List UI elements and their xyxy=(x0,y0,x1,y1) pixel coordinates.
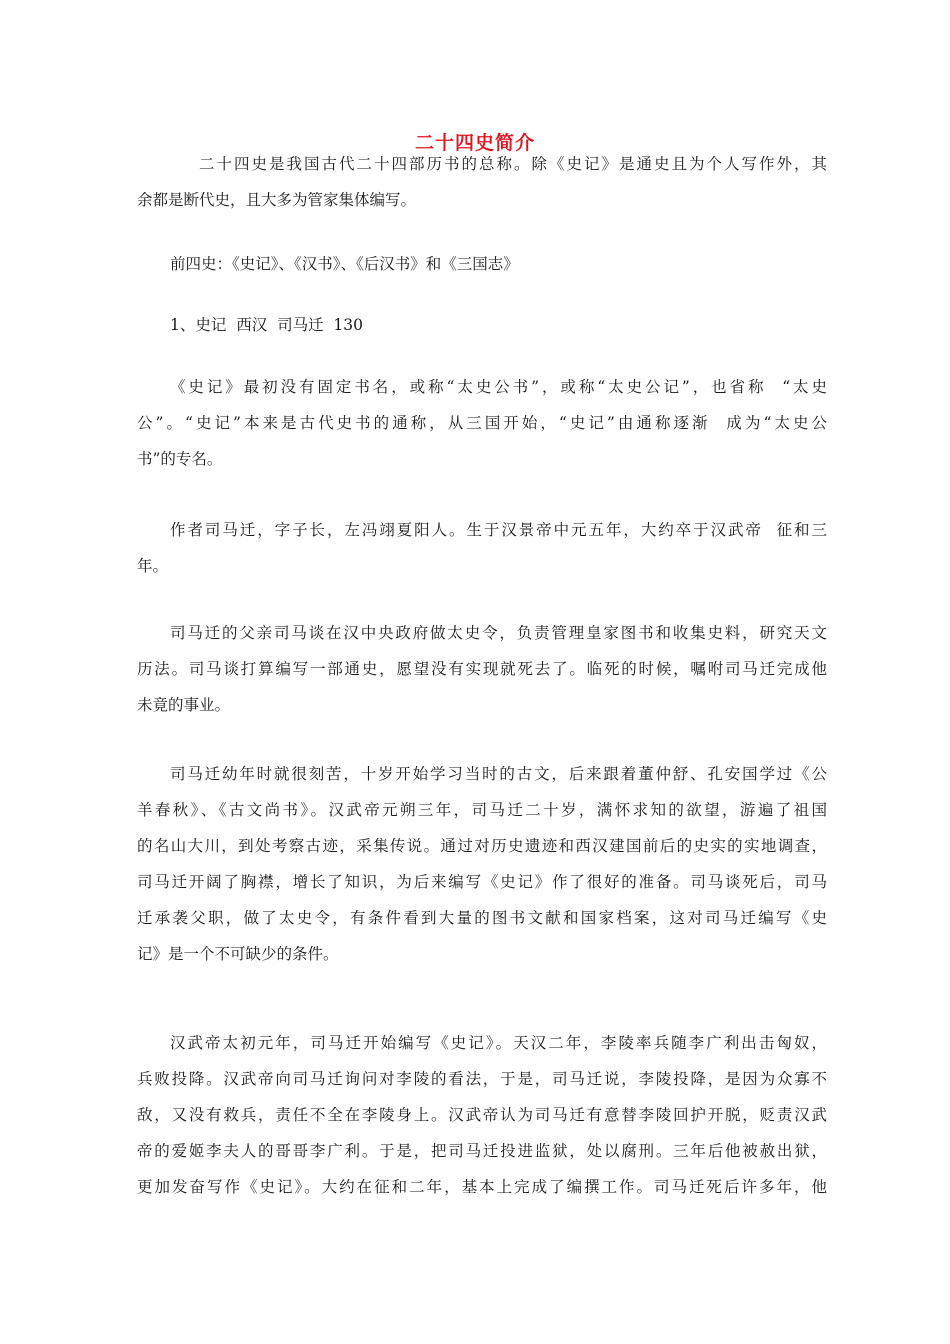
text-line: 司马迁幼年时就很刻苦，十岁开始学习当时的古文，后来跟着董仲舒、孔安国学过《公 xyxy=(170,765,827,783)
text-line: 余都是断代史，且大多为管家集体编写。 xyxy=(137,191,417,209)
text-line: 历法。司马谈打算编写一部通史，愿望没有实现就死去了。临死的时候，嘱咐司马迁完成他 xyxy=(137,660,827,678)
text-line: 敌，又没有救兵，责任不全在李陵身上。汉武帝认为司马迁有意替李陵回护开脱，贬责汉武 xyxy=(137,1106,827,1124)
text-line: 前四史：《史记》、《汉书》、《后汉书》和《三国志》 xyxy=(170,255,519,273)
paragraph-first-four xyxy=(137,246,827,282)
text-line: 汉武帝太初元年，司马迁开始编写《史记》。天汉二年，李陵率兵随李广利出击匈奴， xyxy=(170,1034,827,1052)
paragraph-author xyxy=(137,512,827,584)
text-line: 公”。“史记”本来是古代史书的通称，从三国开始，“史记”由通称逐渐 成为“太史公 xyxy=(137,414,827,432)
paragraph-intro xyxy=(137,146,827,218)
page-title: 二十四史简介 xyxy=(414,132,535,154)
text-line: 未竟的事业。 xyxy=(137,696,231,714)
text-line: 作者司马迁，字子长，左冯翊夏阳人。生于汉景帝中元五年，大约卒于汉武帝 征和三 xyxy=(170,521,827,539)
text-line: 帝的爱姬李夫人的哥哥李广利。于是，把司马迁投进监狱，处以腐刑。三年后他被赦出狱， xyxy=(137,1142,827,1160)
text-line: 司马迁开阔了胸襟，增长了知识，为后来编写《史记》作了很好的准备。司马谈死后，司马 xyxy=(137,873,827,891)
text-line: 迁承袭父职，做了太史令，有条件看到大量的图书文献和国家档案，这对司马迁编写《史 xyxy=(137,909,827,927)
text-line: 更加发奋写作《史记》。大约在征和二年，基本上完成了编撰工作。司马迁死后许多年，他 xyxy=(137,1178,827,1196)
paragraph-book-name xyxy=(137,369,827,477)
text-line: 年。 xyxy=(137,557,169,575)
list-item-shiji xyxy=(137,307,827,343)
text-line: 兵败投降。汉武帝向司马迁询问对李陵的看法，于是，司马迁说，李陵投降，是因为众寡不 xyxy=(137,1070,827,1088)
text-line: 书”的专名。 xyxy=(137,450,223,468)
paragraph-writing xyxy=(137,1025,827,1205)
text-line: 《史记》最初没有固定书名，或称“太史公书”，或称“太史公记”，也省称 “太史 xyxy=(170,378,827,396)
text-line: 1、史记 西汉 司马迁 130 xyxy=(170,316,364,334)
paragraph-father xyxy=(137,615,827,723)
text-line: 记》是一个不可缺少的条件。 xyxy=(137,945,339,963)
text-line: 二十四史是我国古代二十四部历书的总称。除《史记》是通史且为个人写作外，其 xyxy=(199,155,827,173)
text-line: 羊春秋》、《古文尚书》。汉武帝元朔三年，司马迁二十岁，满怀求知的欲望，游遍了祖国 xyxy=(137,801,827,819)
paragraph-youth xyxy=(137,756,827,972)
text-line: 司马迁的父亲司马谈在汉中央政府做太史令，负责管理皇家图书和收集史料，研究天文 xyxy=(170,624,827,642)
text-line: 的名山大川，到处考察古迹，采集传说。通过对历史遗迹和西汉建国前后的史实的实地调查， xyxy=(137,837,827,855)
